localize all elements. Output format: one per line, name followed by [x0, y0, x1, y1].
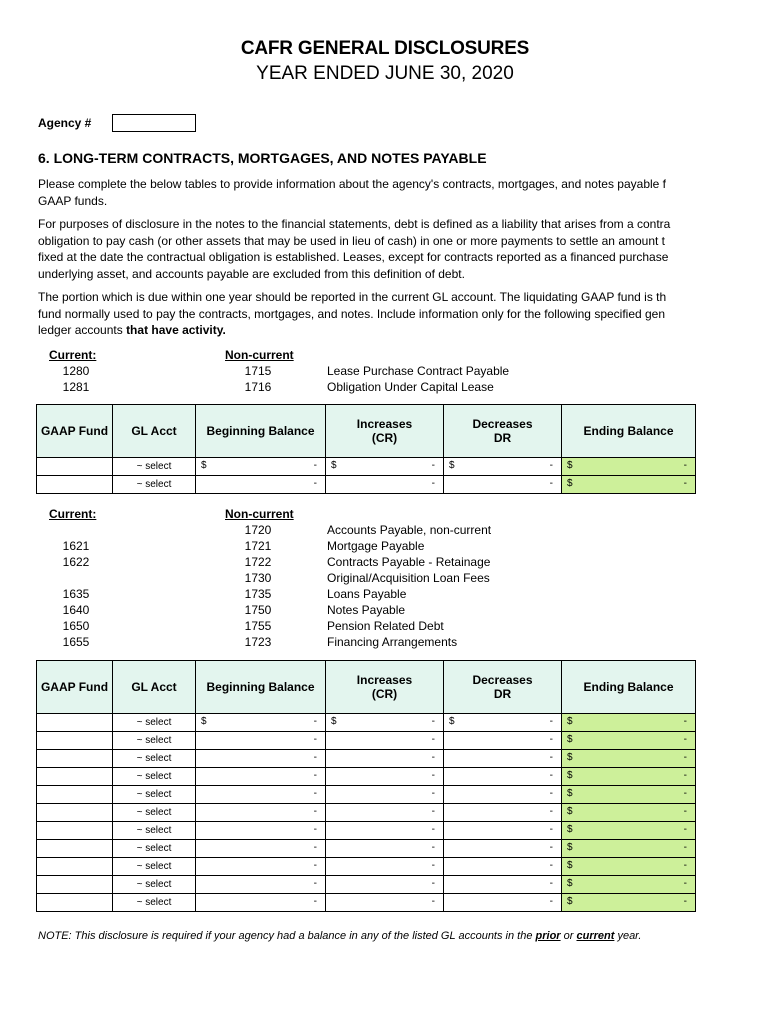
account-row	[38, 619, 696, 635]
amount-value: -	[313, 878, 317, 889]
amount-value: -	[431, 716, 435, 727]
noncurrent-account: 1750	[244, 603, 272, 617]
gl-acct-select[interactable]: ~ select	[113, 894, 196, 912]
increases-cell[interactable]	[326, 750, 444, 768]
increases-cell[interactable]	[326, 476, 444, 494]
gaap-fund-cell[interactable]	[37, 822, 113, 840]
gl-acct-select[interactable]: ~ select	[113, 732, 196, 750]
gaap-fund-header: GAAP Fund	[37, 405, 113, 458]
table-row	[37, 714, 696, 732]
table-row	[37, 876, 696, 894]
currency-symbol: $	[567, 716, 573, 727]
amount-value: -	[313, 842, 317, 853]
note-text: NOTE: This disclosure is required if your agency had a balance in any of the listed GL accounts in the	[38, 930, 536, 942]
currency-symbol: $	[567, 842, 573, 853]
agency-label: Agency #	[38, 116, 92, 130]
noncurrent-account: 1721	[244, 539, 272, 553]
account-description: Loans Payable	[327, 587, 407, 601]
paragraph-line: For purposes of disclosure in the notes to the financial statements, debt is defined as a liability that arises from a contra	[38, 217, 671, 231]
account-list-2	[38, 507, 696, 651]
currency-symbol: $	[567, 734, 573, 745]
current-header: Current:	[49, 348, 97, 362]
increases-label: Increases	[356, 673, 413, 687]
paragraph-line: obligation to pay cash (or other assets that may be used in lieu of cash) in one or more payments to settle an amount t	[38, 233, 666, 248]
ending-balance-cell[interactable]	[562, 840, 696, 858]
beginning-balance-cell[interactable]	[196, 768, 326, 786]
table-row	[37, 786, 696, 804]
beginning-balance-cell[interactable]	[196, 732, 326, 750]
gaap-fund-cell[interactable]	[37, 768, 113, 786]
account-row	[38, 380, 696, 396]
current-account: 1655	[62, 635, 90, 649]
table-row	[37, 894, 696, 912]
amount-value: -	[431, 788, 435, 799]
table-row	[37, 822, 696, 840]
amount-value: -	[313, 478, 317, 489]
amount-value: -	[549, 860, 553, 871]
ending-balance-cell[interactable]	[562, 768, 696, 786]
account-description: Lease Purchase Contract Payable	[327, 364, 510, 378]
gaap-fund-cell[interactable]	[37, 894, 113, 912]
amount-value: -	[431, 460, 435, 471]
account-rows	[38, 364, 696, 396]
account-row	[38, 539, 696, 555]
ending-balance-cell[interactable]	[562, 714, 696, 732]
amount-value: -	[683, 734, 687, 745]
account-description: Notes Payable	[327, 603, 406, 617]
current-account: 1621	[62, 539, 90, 553]
gaap-fund-cell[interactable]	[37, 840, 113, 858]
amount-value: -	[683, 896, 687, 907]
gl-acct-select[interactable]: ~ select	[113, 458, 196, 476]
currency-symbol: $	[567, 878, 573, 889]
increases-sub: (CR)	[371, 431, 398, 445]
page-title: CAFR GENERAL DISCLOSURES	[240, 38, 530, 59]
ending-balance-cell[interactable]	[562, 804, 696, 822]
ending-balance-cell[interactable]	[562, 750, 696, 768]
gaap-fund-cell[interactable]	[37, 458, 113, 476]
amount-value: -	[313, 770, 317, 781]
increases-cell[interactable]	[326, 804, 444, 822]
current-account: 1650	[62, 619, 90, 633]
gl-acct-select[interactable]: ~ select	[113, 786, 196, 804]
noncurrent-account: 1715	[244, 364, 272, 378]
current-header: Current:	[49, 507, 97, 521]
increases-cell[interactable]	[326, 858, 444, 876]
amount-value: -	[431, 860, 435, 871]
currency-symbol: $	[567, 478, 573, 489]
amount-value: -	[683, 770, 687, 781]
decreases-label: Decreases	[472, 673, 533, 687]
gl-acct-select[interactable]: ~ select	[113, 750, 196, 768]
paragraph-bold-text: that have activity.	[126, 323, 226, 337]
currency-symbol: $	[449, 460, 455, 471]
noncurrent-account: 1716	[244, 380, 272, 394]
currency-symbol: $	[567, 860, 573, 871]
note-current: current	[576, 930, 615, 942]
currency-symbol: $	[201, 716, 207, 727]
amount-value: -	[313, 824, 317, 835]
currency-symbol: $	[331, 716, 337, 727]
amount-value: -	[549, 770, 553, 781]
amount-value: -	[431, 770, 435, 781]
decreases-cell[interactable]	[444, 768, 562, 786]
table-row	[37, 768, 696, 786]
table-row	[37, 804, 696, 822]
currency-symbol: $	[567, 896, 573, 907]
gl-acct-select[interactable]: ~ select	[113, 876, 196, 894]
current-account: 1622	[62, 555, 90, 569]
amount-value: -	[549, 842, 553, 853]
account-description: Mortgage Payable	[327, 539, 425, 553]
gaap-fund-cell[interactable]	[37, 858, 113, 876]
decreases-sub: DR	[493, 687, 512, 701]
gaap-fund-cell[interactable]	[37, 750, 113, 768]
currency-symbol: $	[331, 460, 337, 471]
amount-value: -	[431, 878, 435, 889]
gl-acct-select[interactable]: ~ select	[113, 840, 196, 858]
amount-value: -	[549, 896, 553, 907]
table-row	[37, 858, 696, 876]
account-rows	[38, 523, 696, 651]
noncurrent-header: Non-current	[225, 507, 294, 521]
increases-cell[interactable]	[326, 732, 444, 750]
currency-symbol: $	[567, 752, 573, 763]
account-row	[38, 635, 696, 651]
amount-value: -	[431, 478, 435, 489]
paragraph-line: fixed at the date the contractual obligation is established. Leases, except for contracts reported as a financed purchase	[38, 250, 669, 264]
beginning-balance-cell[interactable]	[196, 840, 326, 858]
amount-value: -	[549, 788, 553, 799]
note-text: or	[560, 930, 577, 942]
paragraph-text: ledger accounts	[38, 323, 127, 337]
increases-cell[interactable]	[326, 840, 444, 858]
increases-sub: (CR)	[371, 687, 398, 701]
amount-value: -	[313, 752, 317, 763]
account-description: Obligation Under Capital Lease	[327, 380, 494, 394]
noncurrent-account: 1723	[244, 635, 272, 649]
gaap-fund-header: GAAP Fund	[37, 661, 113, 714]
amount-value: -	[683, 878, 687, 889]
amount-value: -	[431, 896, 435, 907]
decreases-cell[interactable]	[444, 750, 562, 768]
account-description: Contracts Payable - Retainage	[327, 555, 491, 569]
account-list-header	[38, 348, 696, 364]
decreases-cell[interactable]	[444, 822, 562, 840]
amount-value: -	[431, 734, 435, 745]
account-row	[38, 571, 696, 587]
gaap-fund-cell[interactable]	[37, 786, 113, 804]
increases-header	[326, 405, 444, 458]
decreases-cell[interactable]	[444, 458, 562, 476]
ending-balance-cell[interactable]	[562, 894, 696, 912]
page-subtitle: YEAR ENDED JUNE 30, 2020	[256, 63, 514, 84]
noncurrent-account: 1722	[244, 555, 272, 569]
amount-value: -	[549, 460, 553, 471]
gaap-fund-cell[interactable]	[37, 804, 113, 822]
amount-value: -	[549, 734, 553, 745]
ending-balance-cell[interactable]	[562, 458, 696, 476]
liability-table-1	[36, 404, 696, 494]
increases-cell[interactable]	[326, 894, 444, 912]
amount-value: -	[549, 478, 553, 489]
amount-value: -	[683, 478, 687, 489]
disclosure-note	[38, 930, 642, 942]
currency-symbol: $	[567, 806, 573, 817]
paragraph-line: underlying asset, and accounts payable are excluded from this definition of debt.	[38, 266, 465, 281]
amount-value: -	[683, 806, 687, 817]
instructions-paragraph-3	[38, 289, 696, 339]
amount-value: -	[683, 788, 687, 799]
amount-value: -	[683, 842, 687, 853]
increases-cell[interactable]	[326, 768, 444, 786]
amount-value: -	[683, 860, 687, 871]
amount-value: -	[549, 806, 553, 817]
paragraph-line: GAAP funds.	[38, 193, 108, 208]
gl-acct-select[interactable]: ~ select	[113, 822, 196, 840]
beginning-balance-cell[interactable]	[196, 714, 326, 732]
gl-acct-select[interactable]: ~ select	[113, 714, 196, 732]
currency-symbol: $	[567, 788, 573, 799]
beginning-balance-cell[interactable]	[196, 750, 326, 768]
decreases-cell[interactable]	[444, 840, 562, 858]
amount-value: -	[431, 806, 435, 817]
amount-value: -	[431, 752, 435, 763]
amount-value: -	[313, 860, 317, 871]
increases-cell[interactable]	[326, 714, 444, 732]
current-account: 1281	[62, 380, 90, 394]
increases-label: Increases	[356, 417, 413, 431]
currency-symbol: $	[449, 716, 455, 727]
noncurrent-header: Non-current	[225, 348, 294, 362]
beginning-balance-header: Beginning Balance	[196, 661, 326, 714]
table-body	[37, 714, 696, 912]
amount-value: -	[549, 878, 553, 889]
table-row	[37, 750, 696, 768]
table-row	[37, 840, 696, 858]
amount-value: -	[549, 752, 553, 763]
paragraph-line	[38, 322, 696, 339]
ending-balance-cell[interactable]	[562, 732, 696, 750]
beginning-balance-header: Beginning Balance	[196, 405, 326, 458]
table-row	[37, 458, 696, 476]
beginning-balance-cell[interactable]	[196, 894, 326, 912]
beginning-balance-cell[interactable]	[196, 858, 326, 876]
beginning-balance-cell[interactable]	[196, 476, 326, 494]
gl-acct-header: GL Acct	[113, 405, 196, 458]
amount-value: -	[683, 824, 687, 835]
ending-balance-cell[interactable]	[562, 786, 696, 804]
decreases-sub: DR	[493, 431, 512, 445]
increases-cell[interactable]	[326, 786, 444, 804]
ending-balance-cell[interactable]	[562, 858, 696, 876]
ending-balance-header: Ending Balance	[562, 661, 696, 714]
gaap-fund-cell[interactable]	[37, 714, 113, 732]
noncurrent-account: 1730	[244, 571, 272, 585]
current-account: 1280	[62, 364, 90, 378]
gaap-fund-cell[interactable]	[37, 876, 113, 894]
ending-balance-header: Ending Balance	[562, 405, 696, 458]
decreases-cell[interactable]	[444, 804, 562, 822]
account-row	[38, 603, 696, 619]
currency-symbol: $	[567, 460, 573, 471]
paragraph-line: fund normally used to pay the contracts, mortgages, and notes. Include information only for the following specified gen	[38, 306, 666, 321]
decreases-cell[interactable]	[444, 732, 562, 750]
gl-acct-select[interactable]: ~ select	[113, 768, 196, 786]
amount-value: -	[431, 824, 435, 835]
increases-cell[interactable]	[326, 822, 444, 840]
amount-value: -	[313, 896, 317, 907]
currency-symbol: $	[567, 824, 573, 835]
account-row	[38, 555, 696, 571]
currency-symbol: $	[567, 770, 573, 781]
amount-value: -	[313, 788, 317, 799]
account-description: Accounts Payable, non-current	[327, 523, 492, 537]
account-row	[38, 587, 696, 603]
current-account: 1640	[62, 603, 90, 617]
table-header-row	[37, 405, 696, 458]
currency-symbol: $	[201, 460, 207, 471]
account-row	[38, 364, 696, 380]
decreases-cell[interactable]	[444, 786, 562, 804]
table-row	[37, 476, 696, 494]
account-list-header	[38, 507, 696, 523]
amount-value: -	[313, 734, 317, 745]
decreases-label: Decreases	[472, 417, 533, 431]
decreases-cell[interactable]	[444, 714, 562, 732]
gl-acct-header: GL Acct	[113, 661, 196, 714]
note-text: year.	[614, 930, 642, 942]
amount-value: -	[683, 752, 687, 763]
gl-acct-select[interactable]: ~ select	[113, 476, 196, 494]
instructions-paragraph-2	[38, 216, 696, 282]
amount-value: -	[549, 824, 553, 835]
decreases-cell[interactable]	[444, 876, 562, 894]
account-description: Financing Arrangements	[327, 635, 458, 649]
table-body	[37, 458, 696, 494]
beginning-balance-cell[interactable]	[196, 876, 326, 894]
gl-acct-select[interactable]: ~ select	[113, 804, 196, 822]
beginning-balance-cell[interactable]	[196, 804, 326, 822]
decreases-cell[interactable]	[444, 894, 562, 912]
beginning-balance-cell[interactable]	[196, 786, 326, 804]
increases-header	[326, 661, 444, 714]
amount-value: -	[313, 806, 317, 817]
decreases-header	[444, 405, 562, 458]
beginning-balance-cell[interactable]	[196, 458, 326, 476]
decreases-cell[interactable]	[444, 858, 562, 876]
table-header-row	[37, 661, 696, 714]
gaap-fund-cell[interactable]	[37, 476, 113, 494]
decreases-cell[interactable]	[444, 476, 562, 494]
decreases-header	[444, 661, 562, 714]
liability-table-2	[36, 660, 696, 912]
instructions-paragraph-1	[38, 176, 696, 209]
agency-number-input[interactable]	[112, 114, 196, 132]
section-title: 6. LONG-TERM CONTRACTS, MORTGAGES, AND NOTES PAYABLE	[38, 150, 487, 166]
paragraph-line: Please complete the below tables to provide information about the agency's contracts, mortgages, and notes payable f	[38, 177, 667, 191]
ending-balance-cell[interactable]	[562, 876, 696, 894]
ending-balance-cell[interactable]	[562, 476, 696, 494]
table-row	[37, 732, 696, 750]
note-prior: prior	[535, 930, 561, 942]
amount-value: -	[313, 716, 317, 727]
amount-value: -	[683, 460, 687, 471]
amount-value: -	[313, 460, 317, 471]
gaap-fund-cell[interactable]	[37, 732, 113, 750]
account-description: Pension Related Debt	[327, 619, 444, 633]
beginning-balance-cell[interactable]	[196, 822, 326, 840]
gl-acct-select[interactable]: ~ select	[113, 858, 196, 876]
ending-balance-cell[interactable]	[562, 822, 696, 840]
increases-cell[interactable]	[326, 876, 444, 894]
account-row	[38, 523, 696, 539]
account-description: Original/Acquisition Loan Fees	[327, 571, 490, 585]
noncurrent-account: 1755	[244, 619, 272, 633]
increases-cell[interactable]	[326, 458, 444, 476]
noncurrent-account: 1735	[244, 587, 272, 601]
amount-value: -	[431, 842, 435, 853]
account-list-1	[38, 348, 696, 396]
paragraph-line: The portion which is due within one year should be reported in the current GL account. The liquidating GAAP fund is th	[38, 290, 667, 304]
current-account: 1635	[62, 587, 90, 601]
amount-value: -	[683, 716, 687, 727]
noncurrent-account: 1720	[244, 523, 272, 537]
amount-value: -	[549, 716, 553, 727]
